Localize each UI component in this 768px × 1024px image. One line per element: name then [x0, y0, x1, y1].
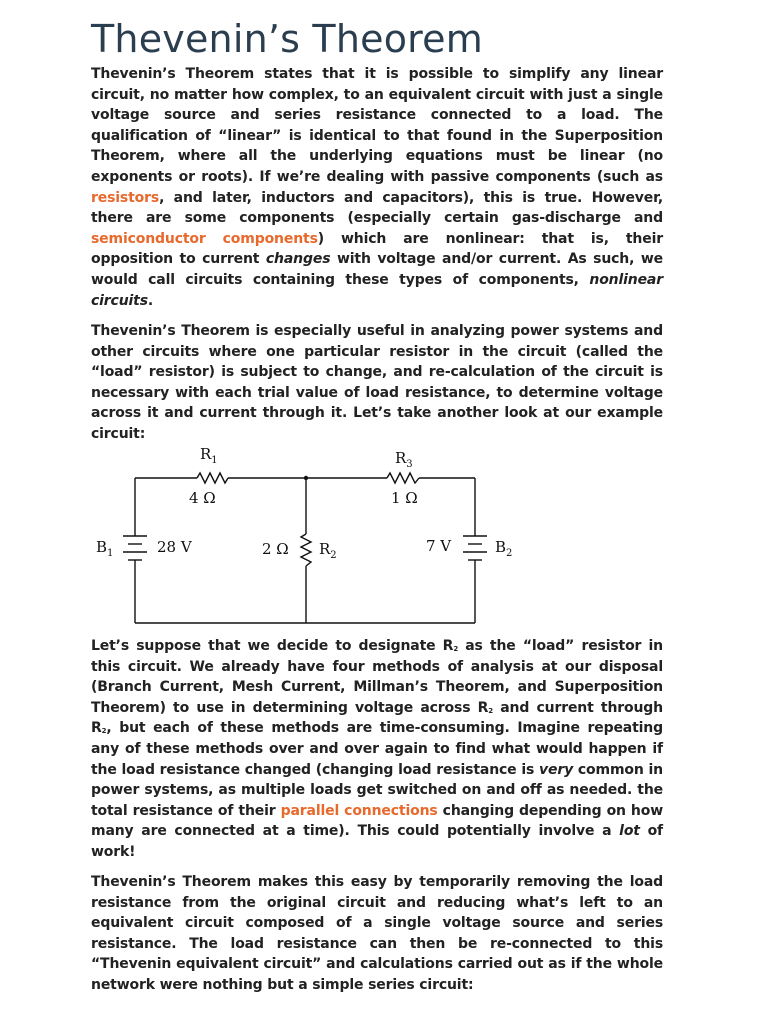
text-run: and current through R: [91, 699, 663, 737]
resistor-r2-symbol: [301, 534, 311, 566]
label-r2-value: 2 Ω: [262, 540, 289, 558]
link-parallel-connections[interactable]: parallel connections: [280, 802, 438, 819]
text-run: Let’s suppose that we decide to designate R: [91, 638, 454, 654]
text-run: with voltage and/or current. As such, we would call circuits containing these types of components,: [91, 251, 663, 288]
battery-b2-symbol: [463, 536, 487, 566]
subscript: 2: [453, 645, 459, 653]
label-r3-name: $R_3$: [395, 449, 413, 470]
circuit-diagram: [90, 440, 530, 630]
label-r2-name: $R_2$: [319, 540, 337, 561]
text-run: , and later, inductors and capacitors), this is true. However, there are some components (especially certain gas-discharge and: [91, 189, 663, 227]
text-run: of work!: [91, 823, 664, 860]
text-run: , but each of these methods are time-consuming. Imagine repeating any of these methods over and over again to find what would happen if the load resistance changed (changing load resistance is: [91, 720, 663, 778]
text-run: changing depending on how many are connected at a time). This could potentially involve a: [91, 802, 664, 840]
link-resistors[interactable]: resistors: [91, 189, 160, 206]
label-r3-value: 1 Ω: [391, 489, 418, 507]
emphasis-very: very: [539, 761, 574, 778]
emphasis-changes: changes: [265, 251, 331, 268]
paragraph-load-resistor: [91, 636, 663, 863]
emphasis-nonlinear-circuits: nonlinear circuits: [91, 271, 663, 309]
battery-b1-symbol: [123, 536, 147, 566]
text-run: .: [147, 292, 154, 309]
label-b2-name: $B_2$: [495, 538, 513, 559]
resistor-r3-symbol: [387, 473, 419, 483]
paragraph-usefulness: Thevenin’s Theorem is especially useful in analyzing power systems and other circuits where one particular resistor in the circuit (called the “load” resistor) is subject to change, and re-calculation of the circuit is necessary with each trial value of load resistance, to determine voltage across it and current through it. Let’s take another look at our example circuit:: [91, 323, 663, 442]
label-b2-value: 7 V: [426, 537, 452, 555]
resistor-r1-symbol: [197, 473, 228, 483]
emphasis-lot: lot: [619, 823, 640, 840]
text-run: Thevenin’s Theorem states that it is possible to simplify any linear circuit, no matter how complex, to an equivalent circuit with just a single voltage source and series resistance connected to a load. The qualification of “linear” is identical to that found in the Superposition Theorem, where all the underlying equations must be linear (no exponents or roots). If we’re dealing with passive components (such as: [91, 66, 663, 185]
label-r1-name: $R_1$: [200, 445, 218, 466]
subscript: 2: [488, 706, 493, 715]
paragraph-thevenin-equivalent: Thevenin’s Theorem makes this easy by temporarily removing the load resistance from the original circuit and reducing what’s left to an equivalent circuit composed of a single voltage source and series resistance. The load resistance can then be re-connected to this “Thevenin equivalent circuit” and calculations carried out as if the whole network were nothing but a simple series circuit:: [91, 874, 663, 993]
junction-node: [304, 476, 308, 480]
text-run: common in power systems, as multiple loads get switched on and off as needed. the total resistance of their: [91, 761, 663, 819]
link-semiconductor-components[interactable]: semiconductor components: [91, 230, 318, 247]
text-run: as the “load” resistor in this circuit. We already have four methods of analysis at our disposal (Branch Current, Mesh Current, Millman’s Theorem, and Superposition Theorem) to use in determining voltage across R: [91, 638, 663, 716]
label-r1-value: 4 Ω: [189, 489, 216, 507]
text-run: ) which are nonlinear: that is, their opposition to current: [91, 230, 663, 268]
subscript: 2: [101, 727, 107, 736]
paragraph-intro: [91, 64, 663, 311]
page-title: Thevenin’s Theorem: [91, 17, 483, 61]
label-b1-value: 28 V: [157, 538, 192, 556]
label-b1-name: $B_1$: [96, 538, 114, 559]
